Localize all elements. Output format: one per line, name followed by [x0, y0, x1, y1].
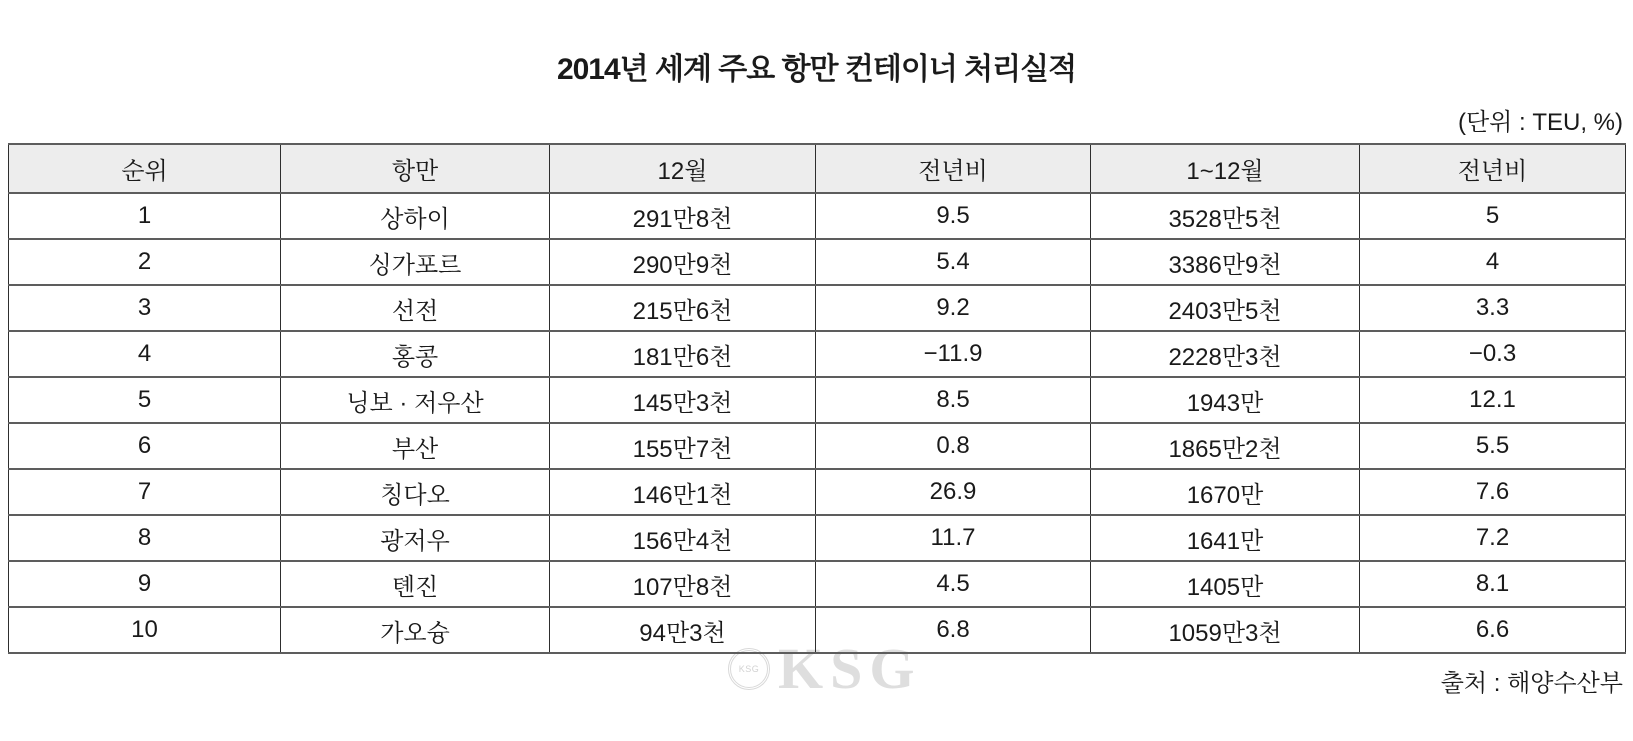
table-row — [9, 423, 1626, 469]
table-cell: 8 — [9, 515, 281, 561]
table-cell: 0.8 — [816, 423, 1091, 469]
table-cell: 1943만 — [1091, 377, 1360, 423]
table-cell: 부산 — [281, 423, 550, 469]
table-row — [9, 285, 1626, 331]
table-cell: 181만6천 — [550, 331, 816, 377]
column-header: 1~12월 — [1091, 144, 1360, 193]
table-cell: 톈진 — [281, 561, 550, 607]
table-cell: 3386만9천 — [1091, 239, 1360, 285]
table-cell: 4.5 — [816, 561, 1091, 607]
table-cell: 4 — [1360, 239, 1626, 285]
table-cell: 5 — [9, 377, 281, 423]
container-throughput-table — [8, 143, 1626, 654]
table-cell: −11.9 — [816, 331, 1091, 377]
table-cell: 215만6천 — [550, 285, 816, 331]
table-cell: 12.1 — [1360, 377, 1626, 423]
table-cell: 1 — [9, 193, 281, 239]
table-cell: 156만4천 — [550, 515, 816, 561]
table-cell: 가오슝 — [281, 607, 550, 653]
table-cell: 홍콩 — [281, 331, 550, 377]
table-cell: 6.8 — [816, 607, 1091, 653]
table-cell: 5 — [1360, 193, 1626, 239]
table-cell: 10 — [9, 607, 281, 653]
table-cell: 291만8천 — [550, 193, 816, 239]
page-title: 2014년 세계 주요 항만 컨테이너 처리실적 — [556, 53, 1077, 86]
table-cell: 7 — [9, 469, 281, 515]
table-cell: 2228만3천 — [1091, 331, 1360, 377]
table-cell: 7.6 — [1360, 469, 1626, 515]
table-cell: 2 — [9, 239, 281, 285]
table-cell: 3528만5천 — [1091, 193, 1360, 239]
table-cell: 3 — [9, 285, 281, 331]
column-header: 12월 — [550, 144, 816, 193]
table-cell: 1059만3천 — [1091, 607, 1360, 653]
table-header-row — [9, 144, 1626, 193]
table-cell: 5.4 — [816, 239, 1091, 285]
table-cell: 145만3천 — [550, 377, 816, 423]
table-cell: 107만8천 — [550, 561, 816, 607]
table-row — [9, 193, 1626, 239]
table-row — [9, 561, 1626, 607]
table-cell: 3.3 — [1360, 285, 1626, 331]
column-header: 전년비 — [1360, 144, 1626, 193]
table-cell: 8.5 — [816, 377, 1091, 423]
table-cell: 6 — [9, 423, 281, 469]
unit-note: (단위 : TEU, %) — [1457, 109, 1623, 136]
ksg-emblem-icon: KSG — [728, 648, 770, 690]
table-row — [9, 377, 1626, 423]
table-cell: 146만1천 — [550, 469, 816, 515]
table-cell: 11.7 — [816, 515, 1091, 561]
table-row — [9, 331, 1626, 377]
table-cell: 6.6 — [1360, 607, 1626, 653]
table-cell: 4 — [9, 331, 281, 377]
table-cell: 1865만2천 — [1091, 423, 1360, 469]
source-note: 출처 : 해양수산부 — [1440, 670, 1623, 697]
table-cell: 8.1 — [1360, 561, 1626, 607]
table-cell: 광저우 — [281, 515, 550, 561]
table-cell: −0.3 — [1360, 331, 1626, 377]
table-cell: 싱가포르 — [281, 239, 550, 285]
table-row — [9, 469, 1626, 515]
table-cell: 9.2 — [816, 285, 1091, 331]
table-cell: 26.9 — [816, 469, 1091, 515]
table-cell: 7.2 — [1360, 515, 1626, 561]
table-cell: 5.5 — [1360, 423, 1626, 469]
table-cell: 1641만 — [1091, 515, 1360, 561]
table-cell: 9 — [9, 561, 281, 607]
table-cell: 상하이 — [281, 193, 550, 239]
table-cell: 칭다오 — [281, 469, 550, 515]
table-cell: 닝보 · 저우산 — [281, 377, 550, 423]
table-cell: 94만3천 — [550, 607, 816, 653]
table-row — [9, 239, 1626, 285]
column-header: 항만 — [281, 144, 550, 193]
table-cell: 선전 — [281, 285, 550, 331]
table-row — [9, 607, 1626, 653]
table-row — [9, 515, 1626, 561]
table-cell: 1405만 — [1091, 561, 1360, 607]
table-cell: 1670만 — [1091, 469, 1360, 515]
table-body — [9, 193, 1626, 653]
table-cell: 155만7천 — [550, 423, 816, 469]
watermark-text: KSG — [778, 636, 922, 701]
table-cell: 9.5 — [816, 193, 1091, 239]
column-header: 순위 — [9, 144, 281, 193]
table-cell: 290만9천 — [550, 239, 816, 285]
table-cell: 2403만5천 — [1091, 285, 1360, 331]
column-header: 전년비 — [816, 144, 1091, 193]
